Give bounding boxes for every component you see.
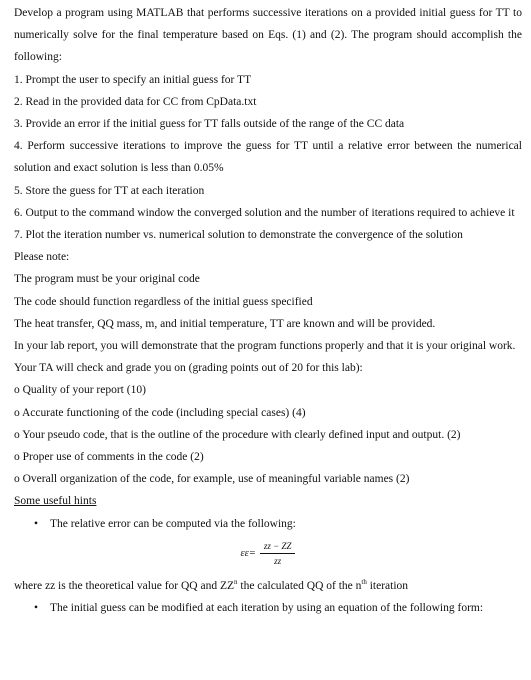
- note-item: The code should function regardless of the initial guess specified: [14, 295, 313, 308]
- step-item: 1. Prompt the user to specify an initial guess for TT: [14, 73, 252, 86]
- grading-item: o Quality of your report (10): [14, 384, 146, 397]
- step-item: 4. Perform successive iterations to improve the guess for TT until a relative error between the numerical solution and exact solution is less than 0.05%: [14, 140, 522, 175]
- intro-paragraph: Develop a program using MATLAB that performs successive iterations on a provided initial guess for TT to numerically solve for the final temperature based on Eqs. (1) and (2). The program should accomplish the following:: [14, 7, 522, 64]
- bullet-marker: •: [34, 602, 39, 615]
- hint-bullet-item: [14, 513, 522, 535]
- bullet-marker: •: [34, 517, 39, 530]
- step-item: 3. Provide an error if the initial guess for TT falls outside of the range of the CC data: [14, 118, 405, 131]
- hints-heading: Some useful hints: [14, 495, 97, 508]
- where-superscript: n: [234, 578, 238, 587]
- step-item: 6. Output to the command window the converged solution and the number of iterations required to achieve it: [14, 206, 515, 219]
- grading-item: o Your pseudo code, that is the outline of the procedure with clearly defined input and output. (2): [14, 428, 461, 441]
- relative-error-formula: [14, 537, 522, 571]
- note-item: In your lab report, you will demonstrate that the program functions properly and that it is your original work.: [14, 340, 516, 353]
- where-rest: the calculated QQ of the n: [237, 579, 362, 592]
- where-end: iteration: [366, 579, 409, 592]
- formula-denominator: zz: [274, 556, 282, 567]
- note-item: The program must be your original code: [14, 273, 200, 286]
- where-text: where zz is the theoretical value for QQ and ZZ: [14, 579, 234, 592]
- grading-item: o Accurate functioning of the code (including special cases) (4): [14, 406, 306, 419]
- please-note-label: Please note:: [14, 251, 70, 264]
- hint-text: The initial guess can be modified at each iteration by using an equation of the following form:: [50, 602, 484, 615]
- hint-bullet-item: [14, 597, 522, 619]
- where-line: [14, 575, 522, 597]
- where-superscript-th: th: [361, 578, 367, 587]
- step-item: 5. Store the guess for TT at each iteration: [14, 184, 205, 197]
- step-item: 7. Plot the iteration number vs. numerical solution to demonstrate the convergence of the solution: [14, 229, 463, 242]
- grading-item: o Overall organization of the code, for example, use of meaningful variable names (2): [14, 473, 410, 486]
- hint-text: The relative error can be computed via the following:: [50, 517, 296, 530]
- formula-numerator: zz − ZZ: [260, 540, 296, 554]
- step-item: 2. Read in the provided data for CC from CpData.txt: [14, 95, 257, 108]
- formula-fraction: [260, 540, 296, 567]
- note-item: The heat transfer, QQ mass, m, and initial temperature, TT are known and will be provided.: [14, 317, 436, 330]
- note-item: Your TA will check and grade you on (grading points out of 20 for this lab):: [14, 362, 363, 375]
- formula-lhs: εε=: [240, 547, 256, 559]
- grading-item: o Proper use of comments in the code (2): [14, 451, 204, 464]
